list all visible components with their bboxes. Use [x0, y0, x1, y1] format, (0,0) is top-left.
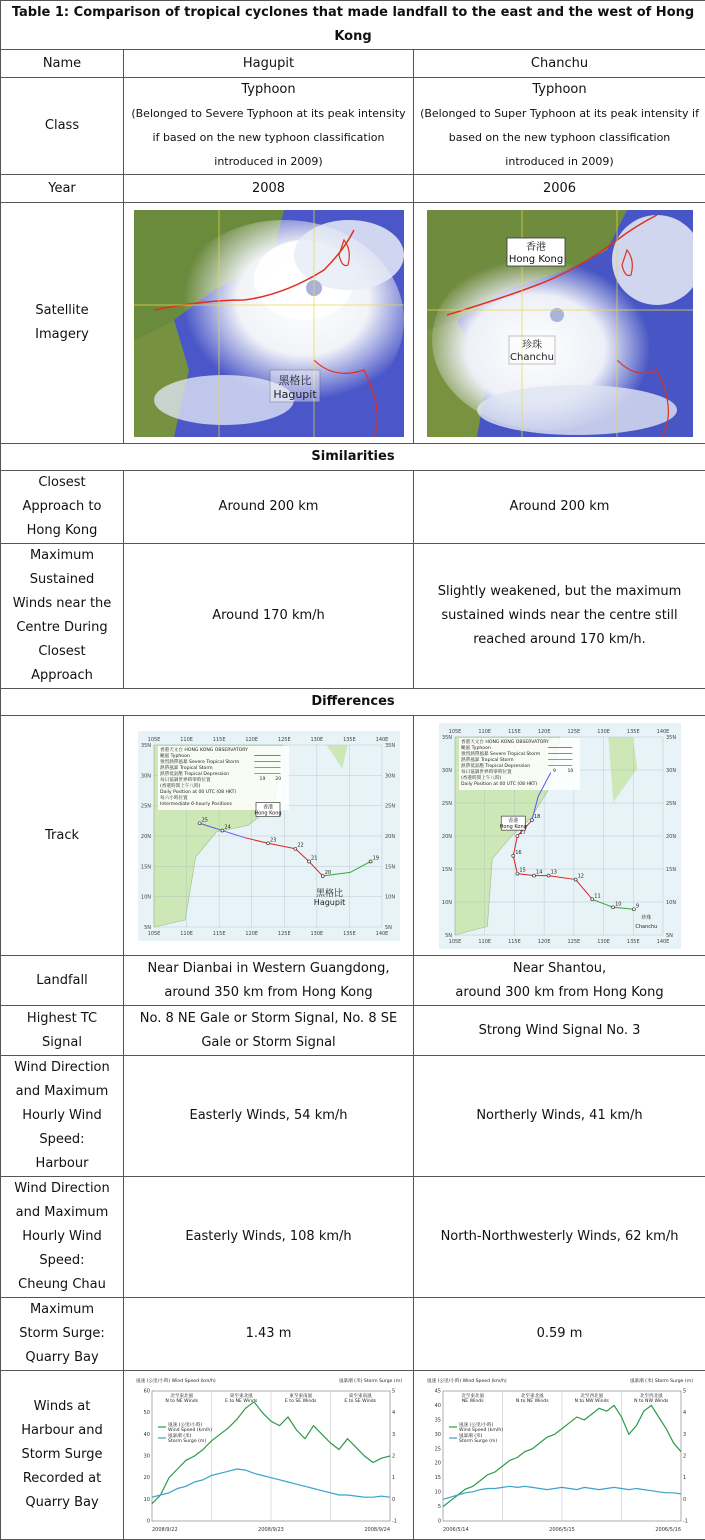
chart-y2tick: 1 [683, 1475, 686, 1481]
class-hagupit [124, 78, 414, 175]
winds-chart-label-line-4: Recorded at [5, 1467, 119, 1491]
winds-chart-chanchu-cell [414, 1371, 705, 1540]
cheungchau-label-line-4: Speed: [5, 1249, 119, 1273]
differences-heading: Differences [1, 689, 705, 716]
chart-y2tick: 2 [683, 1454, 686, 1460]
map-legend-entry: (香港時間上午八時) [461, 774, 502, 781]
map-lat-tick: 20N [385, 834, 395, 840]
chart-annotation-en: NE Winds [461, 1398, 483, 1404]
signal-hagupit-line-2: Gale or Storm Signal [128, 1031, 409, 1055]
track-day-label: 17 [519, 830, 525, 836]
satellite-label-line-2: Imagery [5, 323, 119, 347]
chart-ylabel: 風速 (公里/小時) Wind Speed (km/h) [136, 1377, 216, 1384]
landfall-hagupit-line-1: Near Dianbai in Western Guangdong, [128, 957, 409, 981]
satellite-image-hagupit [134, 210, 404, 437]
chart-xtick: 2006/5/15 [549, 1527, 575, 1533]
chart-annotation-cn: 東至東北風 [229, 1392, 252, 1399]
map-lon-tick: 130E [597, 939, 610, 945]
chart-ytick: 0 [146, 1519, 149, 1525]
max-winds-chanchu [414, 544, 705, 689]
landfall-hagupit [124, 956, 414, 1006]
class-chanchu-main: Typhoon [418, 78, 701, 102]
chart-y2tick: 1 [392, 1475, 395, 1481]
map-legend-entry: 熱帶低氣壓 Tropical Depression [160, 770, 229, 777]
track-chanchu-cell [414, 716, 705, 956]
max-winds-label-line-4: Centre During [5, 616, 119, 640]
chart-y2tick: 2 [392, 1454, 395, 1460]
map-storm-name-cn: 黑格比 [316, 886, 343, 898]
chart-y2label: 風暴潮 (米) Storm Surge (m) [338, 1377, 401, 1384]
max-winds-label-line-1: Maximum [5, 544, 119, 568]
map-lat-tick: 30N [441, 768, 451, 774]
max-winds-chanchu-line-2: sustained winds near the centre still [418, 604, 701, 628]
cheungchau-label-line-2: and Maximum [5, 1201, 119, 1225]
map-lat-tick: 10N [385, 894, 395, 900]
cheungchau-label-line-5: Cheung Chau [5, 1273, 119, 1297]
track-hagupit-cell [124, 716, 414, 956]
chart-xtick: 2006/5/14 [443, 1527, 469, 1533]
chart-annotation-cn: 北至東北風 [461, 1392, 484, 1399]
map-legend-entry: 每日協調世界時零時位置 [160, 776, 211, 783]
chart-annotation-en: N to NW Winds [634, 1398, 669, 1404]
winds-chart-label-line-5: Quarry Bay [5, 1491, 119, 1515]
map-lon-tick: 140E [375, 737, 388, 743]
harbour-label-line-3: Hourly Wind [5, 1104, 119, 1128]
map-lat-tick: 25N [441, 801, 451, 807]
table-title-row [1, 1, 705, 50]
chart-ytick: 35 [434, 1417, 440, 1423]
map-lon-tick: 135E [343, 931, 356, 937]
map-hk-en: Hong Kong [499, 824, 526, 830]
chart-ytick: 40 [143, 1432, 149, 1438]
winds-chart-chanchu [425, 1375, 695, 1535]
max-winds-row [1, 544, 705, 689]
similarities-heading: Similarities [1, 444, 705, 471]
track-day-label: 14 [536, 869, 542, 875]
map-lat-tick: 5N [445, 933, 452, 939]
chart-legend-en: Wind Speed (km/h) [168, 1427, 212, 1433]
map-legend-entry: 熱帶低氣壓 Tropical Depression [461, 762, 530, 769]
harbour-label-line-5: Harbour [5, 1152, 119, 1176]
track-day-label: 12 [577, 873, 583, 879]
chart-annotation-en: E to SE Winds [284, 1398, 316, 1404]
chart-annotation-en: N to NW Winds [574, 1398, 609, 1404]
chart-y2tick: 0 [683, 1497, 686, 1503]
track-day-label: 18 [533, 814, 539, 820]
map-lon-tick: 105E [448, 939, 461, 945]
signal-label [1, 1006, 124, 1056]
map-lat-tick: 25N [666, 801, 676, 807]
map-hk-cn: 香港 [262, 803, 272, 810]
map-lon-tick: 120E [245, 931, 258, 937]
chart-annotation-cn: 北至西北風 [639, 1392, 662, 1399]
year-chanchu: 2006 [414, 175, 705, 203]
map-lon-tick: 110E [478, 939, 491, 945]
track-day-label: 19 [372, 855, 378, 861]
harbour-row [1, 1056, 705, 1177]
chart-y2label: 風暴潮 (米) Storm Surge (m) [629, 1377, 692, 1384]
winds-chart-label-line-1: Winds at [5, 1395, 119, 1419]
map-legend-entry: 每日協調世界時零時位置 [461, 768, 512, 775]
map-lat-tick: 30N [666, 768, 676, 774]
map-lat-tick: 35N [666, 735, 676, 741]
class-hagupit-main: Typhoon [128, 78, 409, 102]
satellite-hk-cn: 香港 [526, 240, 546, 253]
table-title: Table 1: Comparison of tropical cyclones that made landfall to the east and the west of Hong Kong [1, 1, 705, 50]
map-hk-en: Hong Kong [254, 810, 281, 816]
map-lon-tick: 120E [537, 729, 550, 735]
track-day-label: 22 [297, 842, 303, 848]
map-lon-tick: 105E [147, 737, 160, 743]
satellite-chanchu-cell [414, 203, 705, 444]
class-chanchu [414, 78, 705, 175]
year-hagupit: 2008 [124, 175, 414, 203]
chart-y2tick: 3 [683, 1432, 686, 1438]
chart-ytick: 30 [434, 1432, 440, 1438]
chart-ytick: 45 [434, 1389, 440, 1395]
track-day-label: 23 [270, 837, 276, 843]
map-lon-tick: 135E [343, 737, 356, 743]
differences-row [1, 689, 705, 716]
map-legend-entry: 熱帶風暴 Tropical Storm [461, 756, 514, 763]
winds-chart-label-line-3: Storm Surge [5, 1443, 119, 1467]
map-lon-tick: 140E [656, 939, 669, 945]
chart-y2tick: 0 [392, 1497, 395, 1503]
track-day-label: 16 [515, 849, 521, 855]
cheungchau-hagupit: Easterly Winds, 108 km/h [124, 1177, 414, 1298]
map-lon-tick: 140E [375, 931, 388, 937]
satellite-row [1, 203, 705, 444]
map-lat-tick: 35N [140, 743, 150, 749]
cheungchau-label-line-3: Hourly Wind [5, 1225, 119, 1249]
landfall-hagupit-line-2: around 350 km from Hong Kong [128, 981, 409, 1005]
map-lon-tick: 110E [180, 737, 193, 743]
satellite-chanchu-cn: 珍珠 [522, 338, 542, 351]
map-lon-tick: 125E [277, 737, 290, 743]
map-legend-day: 9 [552, 768, 555, 774]
signal-label-line-1: Highest TC [5, 1007, 119, 1031]
map-legend-entry: 颱風 Typhoon [160, 752, 190, 759]
chart-annotation-cn: 北至西北風 [580, 1392, 603, 1399]
max-winds-label [1, 544, 124, 689]
closest-label-line-2: Approach to [5, 495, 119, 519]
map-lat-tick: 25N [140, 803, 150, 809]
map-legend-entry: 熱帶風暴 Tropical Storm [160, 764, 213, 771]
harbour-label-line-4: Speed: [5, 1128, 119, 1152]
max-winds-label-line-6: Approach [5, 664, 119, 688]
name-row [1, 50, 705, 78]
cheungchau-label-line-1: Wind Direction [5, 1177, 119, 1201]
signal-chanchu: Strong Wind Signal No. 3 [414, 1006, 705, 1056]
name-chanchu: Chanchu [414, 50, 705, 78]
max-winds-chanchu-line-3: reached around 170 km/h. [418, 628, 701, 652]
chart-annotation-cn: 北至東北風 [170, 1392, 193, 1399]
map-legend-entry: Daily Position at 00 UTC (08 HKT) [461, 781, 537, 787]
map-lat-tick: 20N [441, 834, 451, 840]
map-lat-tick: 15N [441, 867, 451, 873]
max-winds-hagupit: Around 170 km/h [124, 544, 414, 689]
max-winds-chanchu-line-1: Slightly weakened, but the maximum [418, 580, 701, 604]
map-legend-day: 19 [259, 776, 265, 782]
chart-annotation-en: E to SE Winds [344, 1398, 376, 1404]
chart-ytick: 20 [434, 1461, 440, 1467]
track-day-label: 15 [519, 867, 525, 873]
map-lon-tick: 110E [180, 931, 193, 937]
map-lon-tick: 115E [212, 931, 225, 937]
map-legend-entry: 強烈熱帶風暴 Severe Tropical Storm [461, 750, 541, 757]
map-lat-tick: 5N [144, 925, 151, 931]
cheungchau-label [1, 1177, 124, 1298]
satellite-image-chanchu [427, 210, 693, 437]
chart-legend-en: Storm Surge (m) [168, 1438, 206, 1444]
map-lat-tick: 5N [385, 925, 392, 931]
track-day-label: 10 [615, 901, 621, 907]
map-lat-tick: 30N [385, 773, 395, 779]
closest-label [1, 471, 124, 544]
name-label: Name [1, 50, 124, 78]
chart-y2tick: -1 [683, 1519, 688, 1525]
class-hagupit-note-3: introduced in 2009) [128, 150, 409, 174]
satellite-hagupit-cn: 黑格比 [278, 373, 311, 387]
map-legend-day: 10 [567, 768, 573, 774]
chart-y2tick: 4 [392, 1410, 395, 1416]
chart-y2tick: 3 [392, 1432, 395, 1438]
chart-annotation-en: N to NE Winds [515, 1398, 548, 1404]
track-map-chanchu [439, 723, 681, 949]
class-row [1, 78, 705, 175]
map-lon-tick: 120E [537, 939, 550, 945]
class-chanchu-note-2: based on the new typhoon classification [418, 126, 701, 150]
signal-hagupit [124, 1006, 414, 1056]
map-lon-tick: 125E [567, 729, 580, 735]
map-legend-entry: 強烈熱帶風暴 Severe Tropical Storm [160, 758, 240, 765]
map-lat-tick: 35N [385, 743, 395, 749]
map-lon-tick: 130E [597, 729, 610, 735]
class-hagupit-note-2: if based on the new typhoon classification [128, 126, 409, 150]
winds-chart-label [1, 1371, 124, 1540]
chart-xtick: 2008/9/22 [152, 1527, 178, 1533]
chart-annotation-en: N to NE Winds [165, 1398, 198, 1404]
track-day-label: 11 [594, 893, 600, 899]
landfall-label: Landfall [1, 956, 124, 1006]
chart-ytick: 20 [143, 1475, 149, 1481]
satellite-hk-en: Hong Kong [508, 254, 562, 265]
map-lon-tick: 130E [310, 931, 323, 937]
map-lon-tick: 105E [448, 729, 461, 735]
map-lat-tick: 15N [666, 867, 676, 873]
class-hagupit-note-1: (Belonged to Severe Typhoon at its peak intensity [128, 102, 409, 126]
map-legend-entry: 香港天文台 HONG KONG OBSERVATORY [160, 746, 248, 753]
chart-ytick: 30 [143, 1454, 149, 1460]
satellite-chanchu-en: Chanchu [510, 352, 554, 363]
track-label: Track [1, 716, 124, 956]
signal-row [1, 1006, 705, 1056]
harbour-hagupit: Easterly Winds, 54 km/h [124, 1056, 414, 1177]
map-lon-tick: 125E [277, 931, 290, 937]
winds-chart-hagupit-cell [124, 1371, 414, 1540]
chart-ytick: 60 [143, 1389, 149, 1395]
map-legend-entry: 颱風 Typhoon [461, 744, 491, 751]
surge-label-line-1: Maximum [5, 1298, 119, 1322]
class-label: Class [1, 78, 124, 175]
map-lat-tick: 30N [140, 773, 150, 779]
map-lat-tick: 20N [140, 834, 150, 840]
chart-annotation-cn: 北至東北風 [520, 1392, 543, 1399]
surge-chanchu: 0.59 m [414, 1298, 705, 1371]
landfall-row [1, 956, 705, 1006]
map-lon-tick: 140E [656, 729, 669, 735]
chart-ytick: 0 [437, 1519, 440, 1525]
cheungchau-chanchu: North-Northwesterly Winds, 62 km/h [414, 1177, 705, 1298]
surge-label [1, 1298, 124, 1371]
chart-annotation-en: E to NE Winds [225, 1398, 258, 1404]
map-lat-tick: 10N [441, 900, 451, 906]
cheungchau-row [1, 1177, 705, 1298]
map-lat-tick: 35N [441, 735, 451, 741]
chart-legend-cn: 風速 (公里/小時) [168, 1421, 202, 1428]
map-storm-name-cn: 珍珠 [641, 914, 651, 921]
map-lon-tick: 110E [478, 729, 491, 735]
winds-chart-hagupit [134, 1375, 404, 1535]
chart-ytick: 15 [434, 1475, 440, 1481]
harbour-label [1, 1056, 124, 1177]
closest-hagupit: Around 200 km [124, 471, 414, 544]
chart-ytick: 10 [434, 1490, 440, 1496]
map-lon-tick: 120E [245, 737, 258, 743]
chart-xtick: 2008/9/24 [364, 1527, 390, 1533]
map-lon-tick: 115E [508, 729, 521, 735]
surge-label-line-3: Quarry Bay [5, 1346, 119, 1370]
class-chanchu-note-1: (Belonged to Super Typhoon at its peak intensity if [418, 102, 701, 126]
similarities-row [1, 444, 705, 471]
track-day-label: 20 [324, 870, 330, 876]
map-storm-name-en: Hagupit [313, 897, 345, 906]
chart-y2tick: 4 [683, 1410, 686, 1416]
chart-y2tick: 5 [392, 1389, 395, 1395]
map-lon-tick: 130E [310, 737, 323, 743]
track-day-label: 21 [311, 855, 317, 861]
track-map-hagupit [138, 731, 400, 941]
track-day-label: 13 [550, 869, 556, 875]
map-legend-entry: Intermediate 6-hourly Positions [160, 801, 233, 807]
satellite-hagupit-cell [124, 203, 414, 444]
landfall-chanchu-line-2: around 300 km from Hong Kong [418, 981, 701, 1005]
satellite-label [1, 203, 124, 444]
chart-ytick: 50 [143, 1410, 149, 1416]
map-lat-tick: 15N [140, 864, 150, 870]
winds-chart-row [1, 1371, 705, 1540]
chart-ylabel: 風速 (公里/小時) Wind Speed (km/h) [427, 1377, 507, 1384]
map-lon-tick: 135E [626, 939, 639, 945]
map-lon-tick: 105E [147, 931, 160, 937]
map-legend-entry: 香港天文台 HONG KONG OBSERVATORY [461, 738, 549, 745]
map-lat-tick: 5N [666, 933, 673, 939]
map-lat-tick: 20N [666, 834, 676, 840]
year-row [1, 175, 705, 203]
map-lat-tick: 15N [385, 864, 395, 870]
surge-label-line-2: Storm Surge: [5, 1322, 119, 1346]
class-chanchu-note-3: introduced in 2009) [418, 150, 701, 174]
chart-y2tick: 5 [683, 1389, 686, 1395]
track-day-label: 9 [635, 903, 638, 909]
chart-legend-en: Storm Surge (m) [459, 1438, 497, 1444]
landfall-chanchu [414, 956, 705, 1006]
satellite-hagupit-en: Hagupit [273, 388, 317, 401]
max-winds-label-line-5: Closest [5, 640, 119, 664]
track-day-label: 24 [224, 824, 230, 830]
chart-xtick: 2006/5/16 [655, 1527, 681, 1533]
closest-approach-row [1, 471, 705, 544]
chart-annotation-cn: 東至東南風 [348, 1392, 371, 1399]
surge-row [1, 1298, 705, 1371]
signal-label-line-2: Signal [5, 1031, 119, 1055]
map-lon-tick: 135E [626, 729, 639, 735]
closest-label-line-1: Closest [5, 471, 119, 495]
map-lon-tick: 125E [567, 939, 580, 945]
satellite-label-line-1: Satellite [5, 299, 119, 323]
max-winds-label-line-2: Sustained [5, 568, 119, 592]
name-hagupit: Hagupit [124, 50, 414, 78]
chart-ytick: 25 [434, 1446, 440, 1452]
map-legend-day: 20 [275, 776, 281, 782]
harbour-label-line-2: and Maximum [5, 1080, 119, 1104]
track-row [1, 716, 705, 956]
chart-ytick: 5 [437, 1504, 440, 1510]
closest-label-line-3: Hong Kong [5, 519, 119, 543]
chart-legend-en: Wind Speed (km/h) [459, 1427, 503, 1433]
map-hk-cn: 香港 [508, 817, 518, 824]
chart-xtick: 2008/9/23 [258, 1527, 284, 1533]
map-legend-entry: 每六小時位置 [160, 794, 188, 801]
chart-legend-cn: 風速 (公里/小時) [459, 1421, 493, 1428]
map-lon-tick: 115E [212, 737, 225, 743]
landfall-chanchu-line-1: Near Shantou, [418, 957, 701, 981]
year-label: Year [1, 175, 124, 203]
map-lat-tick: 10N [666, 900, 676, 906]
surge-hagupit: 1.43 m [124, 1298, 414, 1371]
map-legend-entry: (香港時間上午八時) [160, 782, 201, 789]
chart-legend-cn: 風暴潮 (米) [168, 1432, 192, 1439]
map-lat-tick: 10N [140, 894, 150, 900]
max-winds-label-line-3: Winds near the [5, 592, 119, 616]
chart-ytick: 40 [434, 1403, 440, 1409]
map-lon-tick: 115E [508, 939, 521, 945]
map-lat-tick: 25N [385, 803, 395, 809]
chart-annotation-cn: 東至東南風 [289, 1392, 312, 1399]
winds-chart-label-line-2: Harbour and [5, 1419, 119, 1443]
signal-hagupit-line-1: No. 8 NE Gale or Storm Signal, No. 8 SE [128, 1007, 409, 1031]
map-storm-name-en: Chanchu [635, 924, 657, 930]
chart-y2tick: -1 [392, 1519, 397, 1525]
track-day-label: 25 [201, 817, 207, 823]
map-legend-entry: Daily Position at 00 UTC (08 HKT) [160, 789, 236, 795]
harbour-label-line-1: Wind Direction [5, 1056, 119, 1080]
closest-chanchu: Around 200 km [414, 471, 705, 544]
chart-legend-cn: 風暴潮 (米) [459, 1432, 483, 1439]
harbour-chanchu: Northerly Winds, 41 km/h [414, 1056, 705, 1177]
chart-ytick: 10 [143, 1497, 149, 1503]
